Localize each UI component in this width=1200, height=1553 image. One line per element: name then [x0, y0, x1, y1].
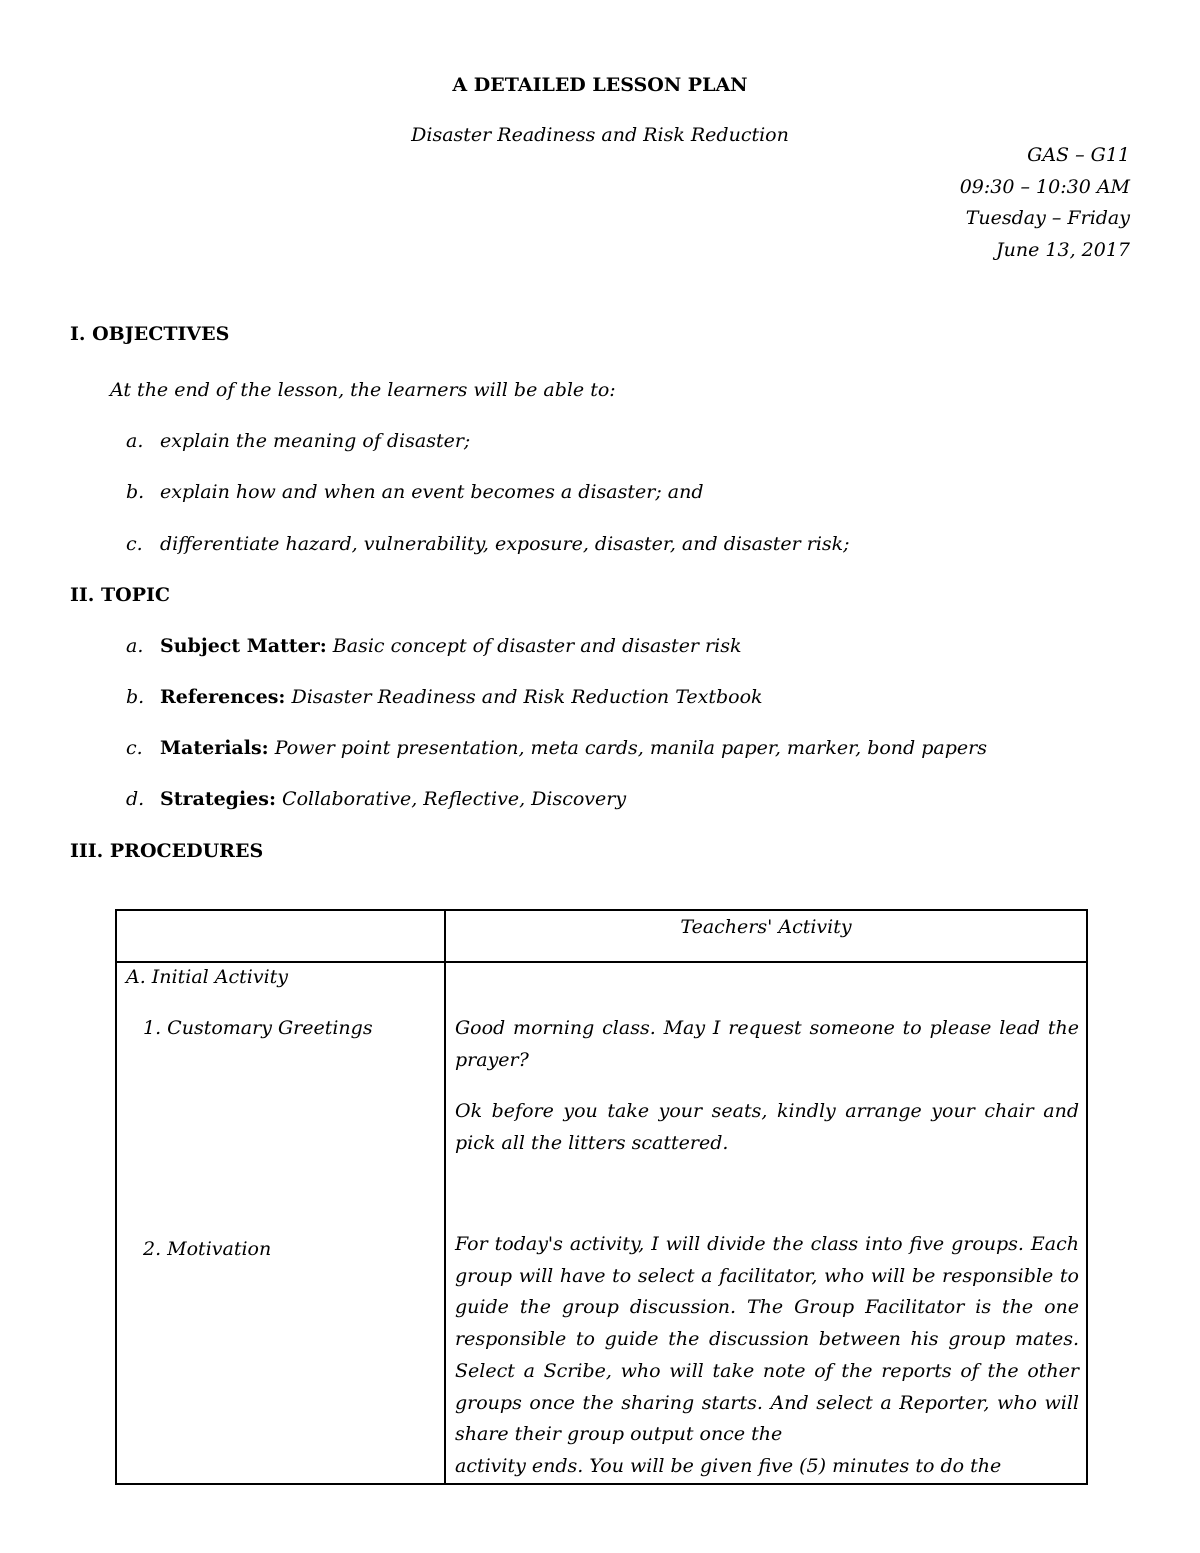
- step-label-motivation: 2. Motivation: [143, 1238, 272, 1260]
- topic-label: References:: [160, 686, 286, 708]
- topic-label: Subject Matter:: [160, 635, 327, 657]
- topic-value: Disaster Readiness and Risk Reduction Textbook: [285, 686, 763, 708]
- list-marker: a.: [126, 635, 144, 657]
- document-title: A DETAILED LESSON PLAN: [452, 74, 748, 96]
- table-header-divider: [117, 961, 1086, 963]
- step-motivation-paragraph: For today's activity, I will divide the class into five groups. Each group will have to select a facilitator, who will be responsible to guide the group discussion. The Group Facilitator is the one responsible to guide the discussion between his group mates. Select a Scribe, who will take note of the reports of the other groups once the sharing starts. And select a Reporter, who will share their group output once the: [455, 1233, 1079, 1446]
- procedures-table: [115, 909, 1088, 1485]
- list-marker: b.: [126, 481, 145, 503]
- step-label-greetings: 1. Customary Greetings: [143, 1017, 373, 1039]
- objective-item: differentiate hazard, vulnerability, exposure, disaster, and disaster risk;: [160, 533, 850, 555]
- topic-item-references: [160, 686, 763, 708]
- table-column-divider: [444, 911, 446, 1483]
- topic-label: Materials:: [160, 737, 269, 759]
- step-greetings-paragraph: Good morning class. May I request someone to please lead the prayer?: [455, 1017, 1079, 1071]
- topic-item-materials: [160, 737, 987, 759]
- objective-item: explain how and when an event becomes a disaster; and: [160, 481, 704, 503]
- step-greetings-paragraph: Ok before you take your seats, kindly arrange your chair and pick all the litters scattered.: [455, 1100, 1079, 1154]
- list-marker: c.: [126, 533, 143, 555]
- step-motivation-paragraph: activity ends. You will be given five (5) minutes to do the: [455, 1455, 1002, 1477]
- class-time: 09:30 – 10:30 AM: [959, 176, 1130, 198]
- table-row-label: A. Initial Activity: [126, 966, 289, 988]
- list-marker: d.: [126, 788, 145, 810]
- objectives-intro: At the end of the lesson, the learners will be able to:: [110, 379, 616, 401]
- class-days: Tuesday – Friday: [965, 207, 1130, 229]
- topic-label: Strategies:: [160, 788, 276, 810]
- objectives-heading: I. OBJECTIVES: [70, 323, 230, 345]
- class-section: GAS – G11: [1027, 144, 1130, 166]
- table-column-header: Teachers' Activity: [680, 916, 852, 938]
- class-date: June 13, 2017: [996, 239, 1130, 261]
- procedures-heading: III. PROCEDURES: [70, 840, 264, 862]
- list-marker: c.: [126, 737, 143, 759]
- list-marker: b.: [126, 686, 145, 708]
- document-subtitle: Disaster Readiness and Risk Reduction: [411, 124, 789, 146]
- list-marker: a.: [126, 430, 144, 452]
- topic-heading: II. TOPIC: [70, 584, 170, 606]
- objective-item: explain the meaning of disaster;: [160, 430, 471, 452]
- topic-item-strategies: [160, 788, 626, 810]
- topic-item-subject-matter: [160, 635, 741, 657]
- topic-value: Power point presentation, meta cards, manila paper, marker, bond papers: [268, 737, 987, 759]
- topic-value: Collaborative, Reflective, Discovery: [276, 788, 627, 810]
- topic-value: Basic concept of disaster and disaster risk: [326, 635, 742, 657]
